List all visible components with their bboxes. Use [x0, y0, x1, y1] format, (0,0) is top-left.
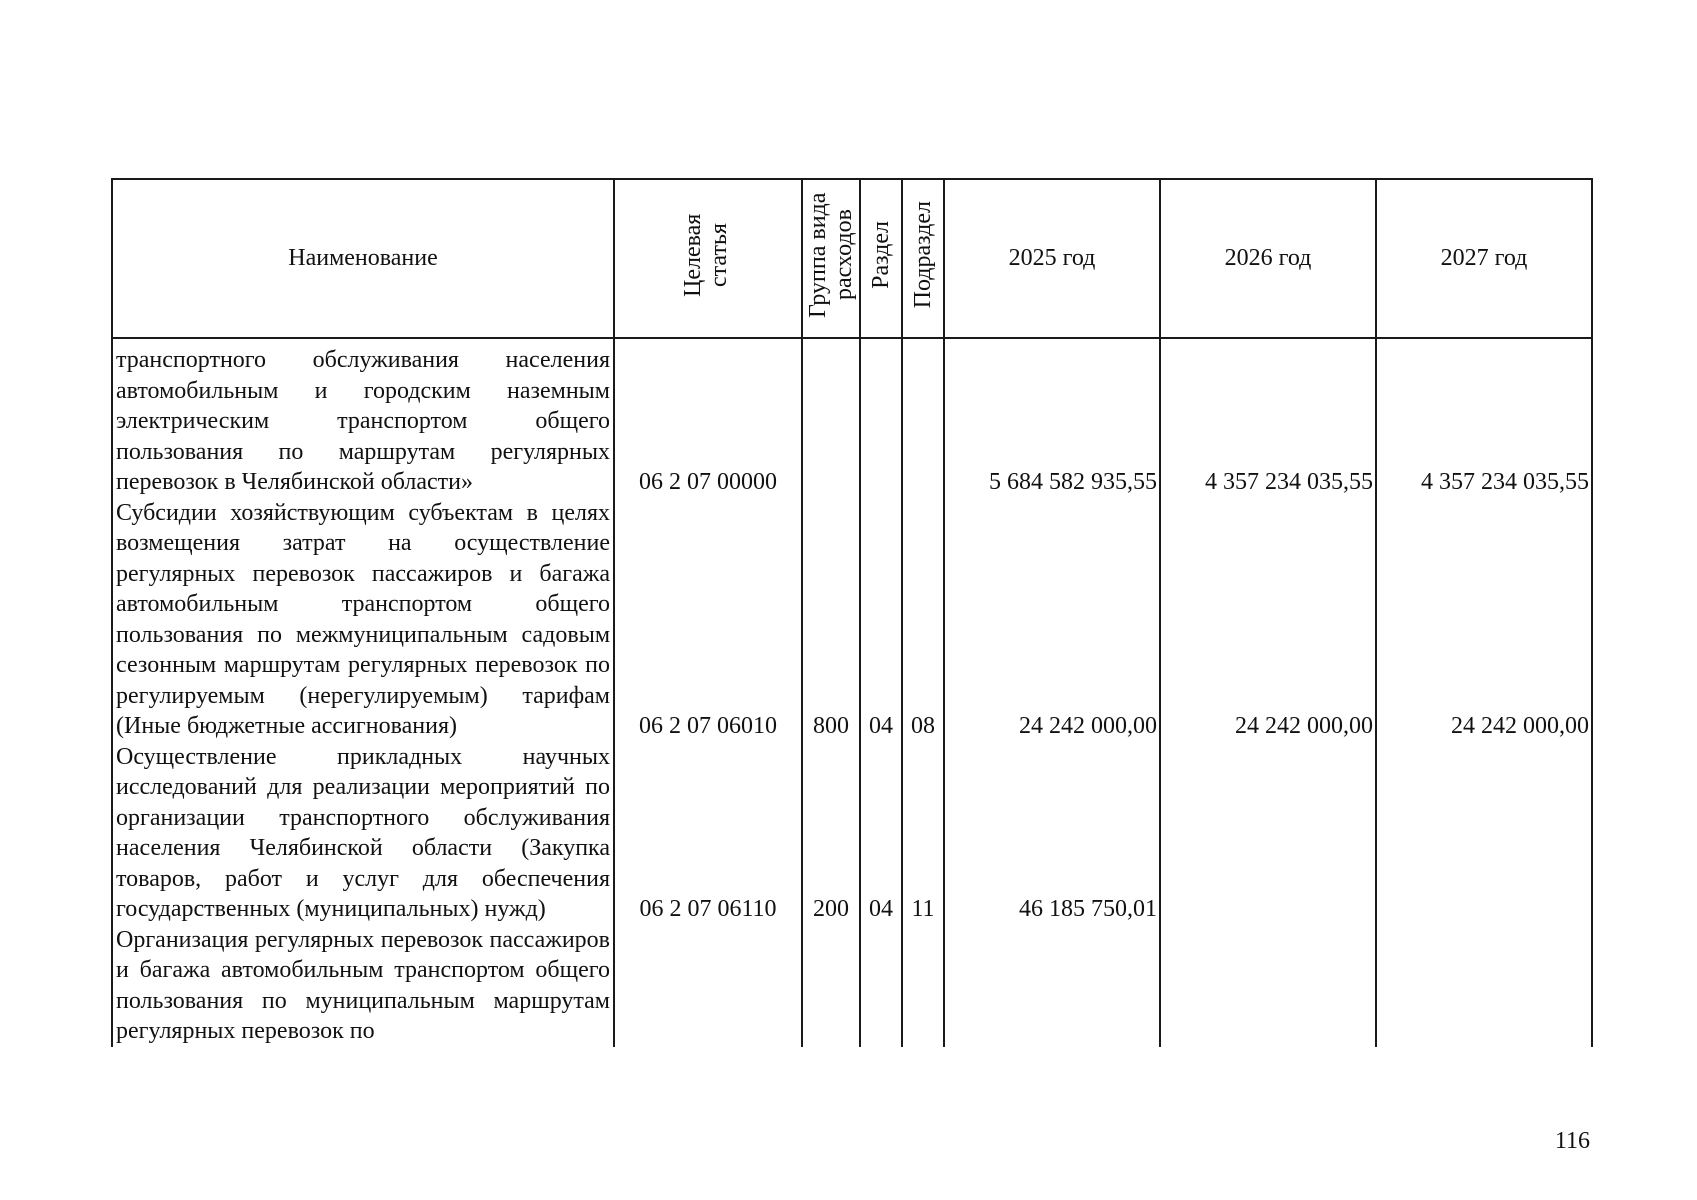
table-row — [112, 338, 1592, 498]
row-subsection: 08 — [902, 498, 944, 742]
row-2027 — [1376, 925, 1592, 1047]
header-expense-group: Группа вида расходов — [802, 179, 860, 338]
row-expense-group — [802, 338, 860, 498]
row-2025: 24 242 000,00 — [944, 498, 1160, 742]
row-2026: 4 357 234 035,55 — [1160, 338, 1376, 498]
row-subsection: 11 — [902, 742, 944, 925]
row-section — [860, 925, 902, 1047]
budget-table — [111, 178, 1593, 1047]
row-2026 — [1160, 742, 1376, 925]
header-2027: 2027 год — [1376, 179, 1592, 338]
row-2027: 4 357 234 035,55 — [1376, 338, 1592, 498]
row-name: Субсидии хозяйствующим субъектам в целях возмещения затрат на осуществление регулярных перевозок пассажиров и багажа автомобильным транспортом общего пользования по межмуниципальным садовым сезонным маршрутам регулярных перевозок по регулируемым (нерегулируемым) тарифам (Иные бюджетные ассигнования) — [112, 498, 614, 742]
row-2026: 24 242 000,00 — [1160, 498, 1376, 742]
table-row — [112, 498, 1592, 742]
header-target-article: Целевая статья — [614, 179, 802, 338]
row-name: Организация регулярных перевозок пассажиров и багажа автомобильным транспортом общего пользования по муниципальным маршрутам регулярных перевозок по — [112, 925, 614, 1047]
table-row — [112, 742, 1592, 925]
header-2026: 2026 год — [1160, 179, 1376, 338]
row-section — [860, 338, 902, 498]
table-header-row — [112, 179, 1592, 338]
header-name: Наименование — [112, 179, 614, 338]
row-subsection — [902, 338, 944, 498]
row-subsection — [902, 925, 944, 1047]
row-name: Осуществление прикладных научных исследований для реализации мероприятий по организации транспортного обслуживания населения Челябинской области (Закупка товаров, работ и услуг для обеспечения государственных (муниципальных) нужд) — [112, 742, 614, 925]
row-target-article — [614, 925, 802, 1047]
header-2025: 2025 год — [944, 179, 1160, 338]
row-2025: 5 684 582 935,55 — [944, 338, 1160, 498]
table-row — [112, 925, 1592, 1047]
row-target-article: 06 2 07 06010 — [614, 498, 802, 742]
page-number: 116 — [1554, 1128, 1590, 1154]
row-2027 — [1376, 742, 1592, 925]
row-expense-group — [802, 925, 860, 1047]
row-section: 04 — [860, 498, 902, 742]
row-target-article: 06 2 07 00000 — [614, 338, 802, 498]
row-2025 — [944, 925, 1160, 1047]
header-section: Раздел — [860, 179, 902, 338]
row-name: транспортного обслуживания населения автомобильным и городским наземным электрическим транспортом общего пользования по маршрутам регулярных перевозок в Челябинской области» — [112, 338, 614, 498]
row-expense-group: 800 — [802, 498, 860, 742]
row-target-article: 06 2 07 06110 — [614, 742, 802, 925]
row-2026 — [1160, 925, 1376, 1047]
header-subsection: Подраздел — [902, 179, 944, 338]
row-2027: 24 242 000,00 — [1376, 498, 1592, 742]
row-expense-group: 200 — [802, 742, 860, 925]
row-2025: 46 185 750,01 — [944, 742, 1160, 925]
row-section: 04 — [860, 742, 902, 925]
